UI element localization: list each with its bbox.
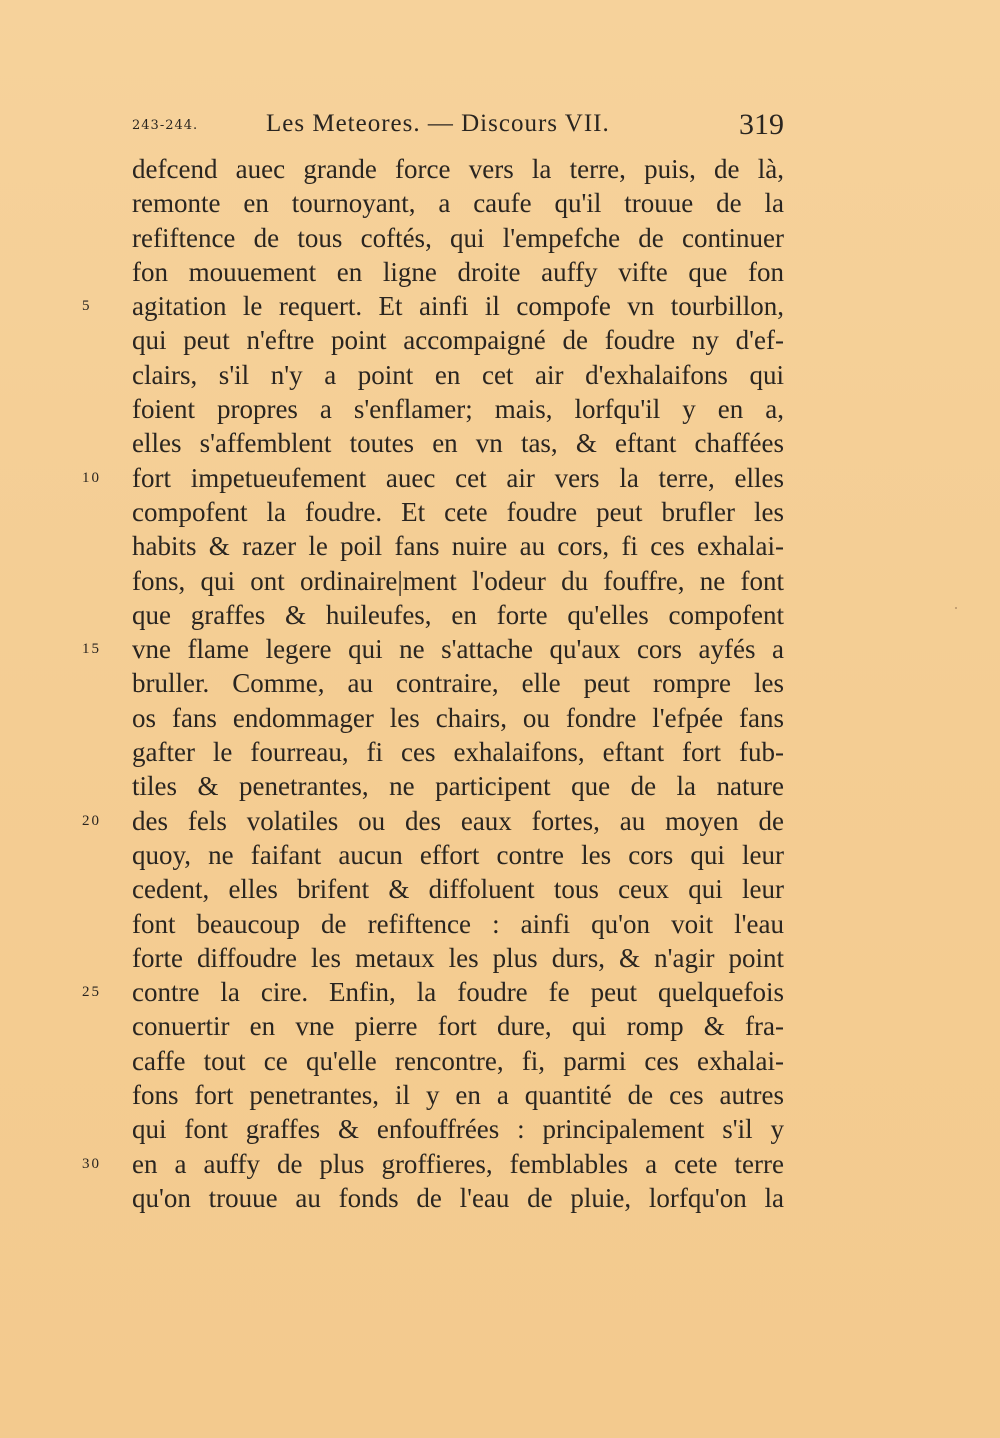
line-text: qui font graffes & enfouffrées : principalement s'il y xyxy=(132,1114,784,1145)
page-number: 319 xyxy=(739,108,784,141)
line-number: 15 xyxy=(82,641,101,658)
line-text: refiftence de tous coftés, qui l'empefche de continuer xyxy=(132,222,784,253)
line-text: agitation le requert. Et ainfi il compofe vn tourbillon, xyxy=(132,291,784,322)
line-text: fons, qui ont ordinaire|ment l'odeur du fouffre, ne font xyxy=(132,565,784,596)
text-line xyxy=(82,1147,784,1181)
line-text: habits & razer le poil fans nuire au cors, fi ces exhalai- xyxy=(132,531,784,562)
line-number: 10 xyxy=(82,469,101,486)
text-line xyxy=(132,1181,784,1215)
line-text: conuertir en vne pierre fort dure, qui romp & fra- xyxy=(132,1011,784,1042)
text-line xyxy=(132,221,784,255)
text-line xyxy=(132,907,784,941)
line-text: contre la cire. Enfin, la foudre fe peut quelquefois xyxy=(132,977,784,1008)
line-number: 5 xyxy=(82,298,92,315)
line-text: forte diffoudre les metaux les plus durs, & n'agir point xyxy=(132,942,784,973)
line-text: quoy, ne faifant aucun effort contre les cors qui leur xyxy=(132,839,784,870)
line-text: fort impetueufement auec cet air vers la terre, elles xyxy=(132,462,784,493)
text-line xyxy=(82,461,784,495)
text-line xyxy=(132,255,784,289)
text-line xyxy=(132,152,784,186)
text-line xyxy=(82,289,784,323)
line-text: compofent la foudre. Et cete foudre peut brufler les xyxy=(132,496,784,527)
running-header xyxy=(132,108,788,144)
line-text: vne flame legere qui ne s'attache qu'aux cors ayfés a xyxy=(132,634,784,665)
text-line xyxy=(132,838,784,872)
page-range: 243-244. xyxy=(132,118,199,133)
line-text: clairs, s'il n'y a point en cet air d'exhalaifons qui xyxy=(132,359,784,390)
line-text: cedent, elles brifent & diffoluent tous ceux qui leur xyxy=(132,874,784,905)
line-text: font beaucoup de refiftence : ainfi qu'on voit l'eau xyxy=(132,908,784,939)
line-text: bruller. Comme, au contraire, elle peut rompre les xyxy=(132,668,784,699)
text-line xyxy=(132,1009,784,1043)
text-line xyxy=(132,769,784,803)
line-text: des fels volatiles ou des eaux fortes, au moyen de xyxy=(132,805,784,836)
text-line xyxy=(132,598,784,632)
line-text: tiles & penetrantes, ne participent que de la nature xyxy=(132,771,784,802)
text-line xyxy=(132,186,784,220)
line-text: remonte en tournoyant, a caufe qu'il trouue de la xyxy=(132,188,784,219)
paper-speck xyxy=(955,607,957,609)
line-text: qui peut n'eftre point accompaigné de foudre ny d'ef- xyxy=(132,325,784,356)
text-line xyxy=(82,632,784,666)
line-number: 20 xyxy=(82,812,101,829)
body-text xyxy=(82,152,784,1215)
text-line xyxy=(132,872,784,906)
text-line xyxy=(132,426,784,460)
line-text: que graffes & huileufes, en forte qu'elles compofent xyxy=(132,599,784,630)
text-line xyxy=(132,323,784,357)
text-line xyxy=(132,1044,784,1078)
line-text: caffe tout ce qu'elle rencontre, fi, parmi ces exhalai- xyxy=(132,1045,784,1076)
text-line xyxy=(132,358,784,392)
line-text: fons fort penetrantes, il y en a quantité de ces autres xyxy=(132,1080,784,1111)
text-line xyxy=(132,392,784,426)
text-line xyxy=(82,804,784,838)
line-text: qu'on trouue au fonds de l'eau de pluie, lorfqu'on la xyxy=(132,1182,784,1213)
text-line xyxy=(132,735,784,769)
line-text: elles s'affemblent toutes en vn tas, & eftant chaffées xyxy=(132,428,784,459)
line-number: 25 xyxy=(82,984,101,1001)
text-line xyxy=(132,495,784,529)
text-line xyxy=(132,1112,784,1146)
text-line xyxy=(82,975,784,1009)
line-text: os fans endommager les chairs, ou fondre l'efpée fans xyxy=(132,702,784,733)
text-line xyxy=(132,564,784,598)
text-line xyxy=(132,666,784,700)
running-title: Les Meteores. — Discours VII. xyxy=(266,110,610,137)
text-line xyxy=(132,701,784,735)
text-line xyxy=(132,529,784,563)
line-text: defcend auec grande force vers la terre, puis, de là, xyxy=(132,154,784,184)
text-line xyxy=(132,1078,784,1112)
text-line xyxy=(132,941,784,975)
line-text: gafter le fourreau, fi ces exhalaifons, eftant fort fub- xyxy=(132,737,784,768)
line-number: 30 xyxy=(82,1155,101,1172)
line-text: fon mouuement en ligne droite auffy vifte que fon xyxy=(132,256,784,287)
line-text: en a auffy de plus groffieres, femblables a cete terre xyxy=(132,1148,784,1179)
line-text: foient propres a s'enflamer; mais, lorfqu'il y en a, xyxy=(132,394,784,425)
